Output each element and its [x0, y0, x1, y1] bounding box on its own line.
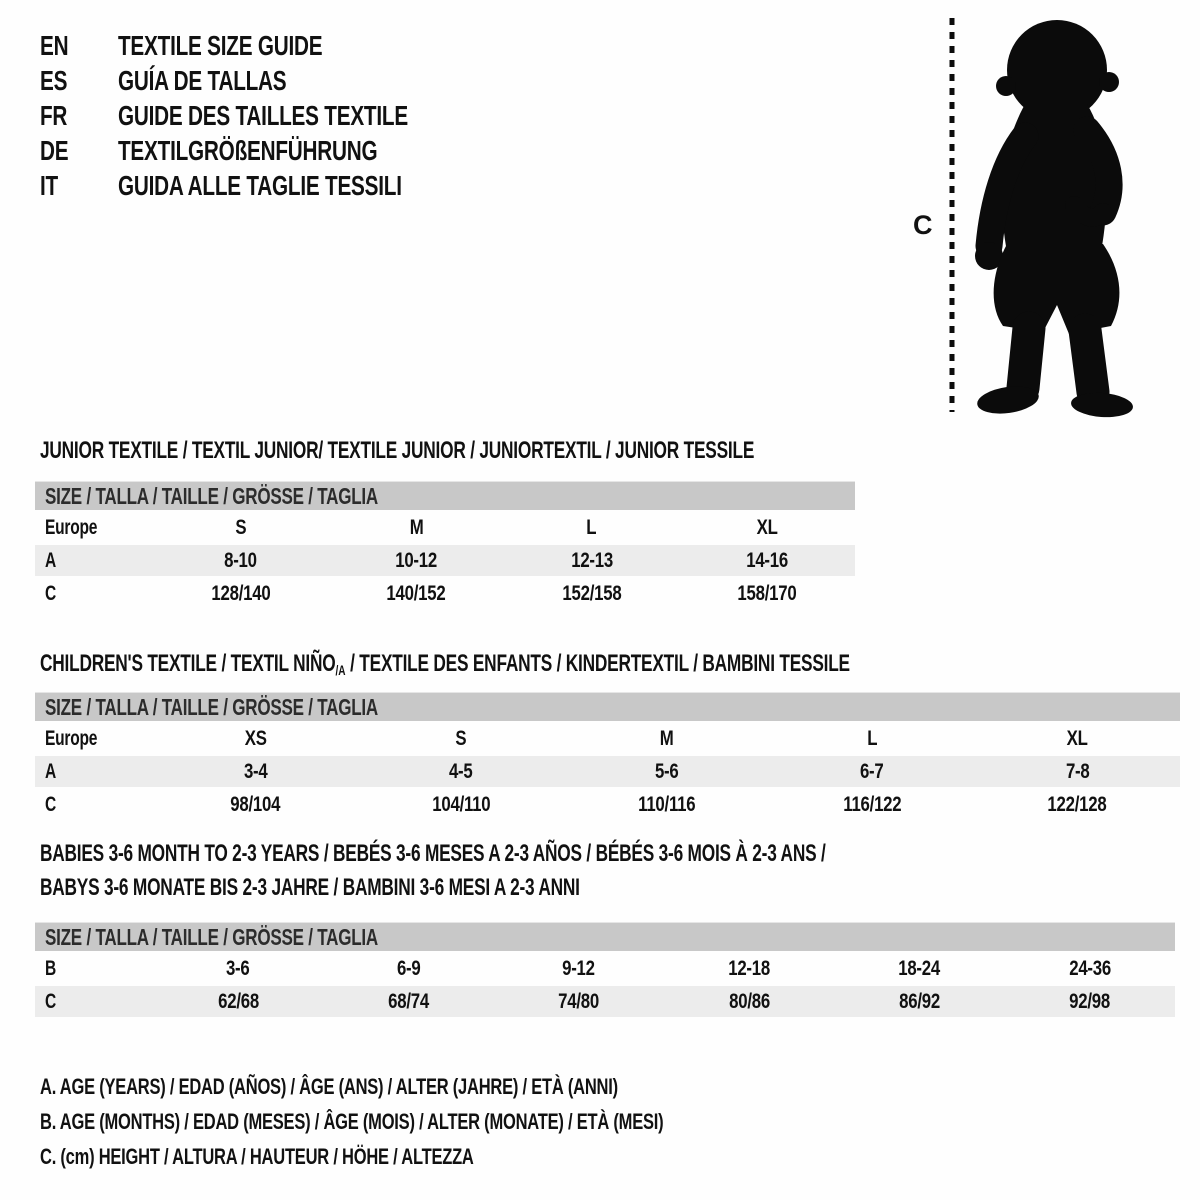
size-table-junior	[35, 481, 855, 609]
cell-value: XS	[244, 727, 267, 750]
cell-value: 3-4	[243, 760, 268, 783]
language-title: GUÍA DE TALLAS	[118, 64, 287, 96]
cell-value: 6-7	[860, 760, 884, 783]
title-subscript: /A	[335, 662, 346, 678]
language-row	[40, 28, 510, 63]
size-table-babies	[35, 922, 1175, 1017]
cell-value: 18-24	[898, 957, 941, 980]
language-row	[40, 98, 510, 133]
cell-value: 6-9	[396, 957, 421, 980]
cell-value: 152/158	[562, 582, 622, 605]
table-row	[35, 512, 855, 543]
table-row	[35, 789, 1180, 820]
cell-value: 12-18	[728, 957, 771, 980]
cell-value: 122/128	[1047, 793, 1107, 816]
cell-value: 7-8	[1065, 760, 1090, 783]
cell-value: XL	[1066, 727, 1088, 750]
size-header-bar: SIZE / TALLA / TAILLE / GRÖSSE / TAGLIA	[35, 922, 1175, 951]
cell-value: 12-13	[570, 549, 613, 572]
size-header-bar: SIZE / TALLA / TAILLE / GRÖSSE / TAGLIA	[35, 692, 1180, 721]
cell-value: 8-10	[224, 549, 258, 572]
cell-value: S	[235, 516, 247, 539]
row-label: C	[45, 990, 57, 1013]
table-row	[35, 578, 855, 609]
cell-value: 4-5	[449, 760, 473, 783]
table-row	[35, 953, 1175, 984]
cell-value: 158/170	[737, 582, 797, 605]
cell-value: 128/140	[211, 582, 271, 605]
cell-value: 110/116	[637, 793, 696, 816]
legend-line-b: B. AGE (MONTHS) / EDAD (MESES) / ÂGE (MOIS) / ALTER (MONATE) / ETÀ (MESI)	[40, 1109, 664, 1134]
row-label: C	[45, 793, 57, 816]
row-label: Europe	[45, 516, 98, 539]
size-header-bar: SIZE / TALLA / TAILLE / GRÖSSE / TAGLIA	[35, 481, 855, 510]
language-code: EN	[40, 29, 69, 61]
language-title: GUIDA ALLE TAGLIE TESSILI	[118, 169, 402, 201]
cell-value: S	[455, 727, 467, 750]
legend-line-c: C. (cm) HEIGHT / ALTURA / HAUTEUR / HÖHE / ALTEZZA	[40, 1144, 474, 1169]
table-row	[35, 723, 1180, 754]
row-label: B	[45, 957, 57, 980]
language-row	[40, 168, 510, 203]
language-code: DE	[40, 134, 69, 166]
cell-value: M	[659, 727, 674, 750]
legend-line-a: A. AGE (YEARS) / EDAD (AÑOS) / ÂGE (ANS) / ALTER (JAHRE) / ETÀ (ANNI)	[40, 1074, 618, 1099]
cell-value: 116/122	[842, 793, 901, 816]
cell-value: 104/110	[432, 793, 491, 816]
cell-value: 92/98	[1069, 990, 1111, 1013]
table-row	[35, 545, 855, 576]
toddler-silhouette-icon	[895, 6, 1155, 420]
size-figure	[895, 6, 1155, 420]
table-row	[35, 756, 1180, 787]
cell-value: L	[586, 516, 597, 539]
row-label: Europe	[45, 727, 98, 750]
cell-value: L	[866, 727, 877, 750]
language-title: TEXTILE SIZE GUIDE	[118, 29, 323, 61]
section-title-babies-line1: BABIES 3-6 MONTH TO 2-3 YEARS / BEBÉS 3-6 MESES A 2-3 AÑOS / BÉBÉS 3-6 MOIS À 2-3 ANS /	[40, 840, 826, 867]
figure-height-label: C	[913, 210, 933, 240]
cell-value: XL	[756, 516, 778, 539]
row-label: A	[45, 760, 57, 783]
language-title: GUIDE DES TAILLES TEXTILE	[118, 99, 408, 131]
cell-value: 3-6	[226, 957, 250, 980]
cell-value: 14-16	[746, 549, 789, 572]
size-table-children	[35, 692, 1180, 820]
language-title-list	[40, 28, 510, 203]
cell-value: 10-12	[395, 549, 438, 572]
language-title: TEXTILGRÖßENFÜHRUNG	[118, 134, 378, 166]
cell-value: 5-6	[654, 760, 679, 783]
language-code: ES	[40, 64, 68, 96]
cell-value: 98/104	[230, 793, 281, 816]
cell-value: 80/86	[728, 990, 770, 1013]
row-label: A	[45, 549, 57, 572]
cell-value: 74/80	[558, 990, 600, 1013]
section-title-junior: JUNIOR TEXTILE / TEXTIL JUNIOR/ TEXTILE JUNIOR / JUNIORTEXTIL / JUNIOR TESSILE	[40, 437, 755, 464]
table-row	[35, 986, 1175, 1017]
cell-value: 68/74	[388, 990, 429, 1013]
section-title-children: CHILDREN'S TEXTILE / TEXTIL $NIÑO_{/A}$ / TEXTILE DES ENFANTS / KINDERTEXTIL / BAMBINI TESSILE	[40, 650, 850, 678]
cell-value: 86/92	[899, 990, 940, 1013]
cell-value: M	[409, 516, 424, 539]
cell-value: 140/152	[386, 582, 446, 605]
cell-value: 9-12	[562, 957, 596, 980]
language-row	[40, 63, 510, 98]
language-code: FR	[40, 99, 68, 131]
cell-value: 62/68	[217, 990, 259, 1013]
language-row	[40, 133, 510, 168]
section-title-babies-line2: BABYS 3-6 MONATE BIS 2-3 JAHRE / BAMBINI 3-6 MESI A 2-3 ANNI	[40, 874, 580, 901]
row-label: C	[45, 582, 57, 605]
language-code: IT	[40, 169, 58, 201]
cell-value: 24-36	[1068, 957, 1111, 980]
